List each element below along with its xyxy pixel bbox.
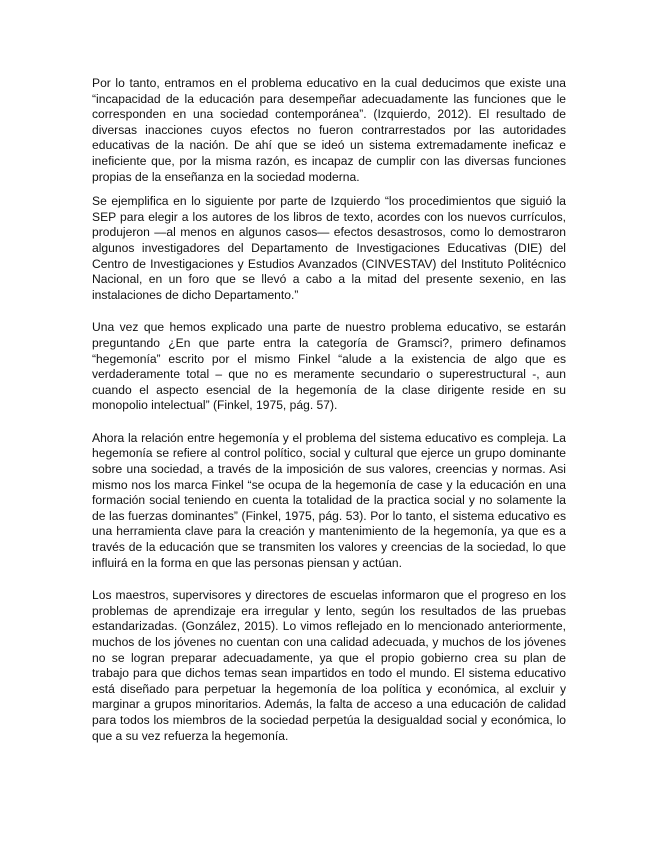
paragraph-4: Ahora la relación entre hegemonía y el problema del sistema educativo es compleja. La hegemonía se refiere al control político, social y cultural que ejerce un grupo dominante sobre una sociedad, a través de la imposición de sus valores, creencias y normas. Asi mismo nos los marca Finkel “se ocupa de la hegemonía de case y la educación en una formación social teniendo en cuenta la totalidad de la practica social y no solamente la de las fuerzas dominantes” (Finkel, 1975, pág. 53). Por lo tanto, el sistema educativo es una herramienta clave para la creación y mantenimiento de la hegemonía, ya que es a través de la educación que se transmiten los valores y creencias de la sociedad, lo que influirá en la forma en que las personas piensan y actúan. [92,430,566,570]
document-page [92,76,566,744]
paragraph-5: Los maestros, supervisores y directores de escuelas informaron que el progreso en los problemas de aprendizaje era irregular y lento, según los resultados de las pruebas estandarizadas. (González, 2015). Lo vimos reflejado en lo mencionado anteriormente, muchos de los jóvenes no cuentan con una calidad adecuada, y muchos de los jóvenes no se logran preparar adecuadamente, ya que el propio gobierno crea su plan de trabajo para que dichos temas sean impartidos en todo el mundo. El sistema educativo está diseñado para perpetuar la hegemonía de loa política y económica, al excluir y marginar a grupos minoritarios. Además, la falta de acceso a una educación de calidad para todos los miembros de la sociedad perpetúa la desigualdad social y económica, lo que a su vez refuerza la hegemonía. [92,588,566,743]
paragraph-1: Por lo tanto, entramos en el problema educativo en la cual deducimos que existe una “incapacidad de la educación para desempeñar adecuadamente las funciones que le corresponden en una sociedad contemporánea”. (Izquierdo, 2012). El resultado de diversas inacciones cuyos efectos no fueron contrarrestados por las autoridades educativas de la nación. De ahí que se ideó un sistema extremadamente ineficaz e ineficiente que, por la misma razón, es incapaz de cumplir con las diversas funciones propias de la enseñanza en la sociedad moderna. [92,76,566,184]
paragraph-2: Se ejemplifica en lo siguiente por parte de Izquierdo “los procedimientos que siguió la SEP para elegir a los autores de los libros de texto, acordes con los nuevos currículos, produjeron —al menos en algunos casos— efectos desastrosos, como lo demostraron algunos investigadores del Departamento de Investigaciones Educativas (DIE) del Centro de Investigaciones y Estudios Avanzados (CINVESTAV) del Instituto Politécnico Nacional, en un foro que se llevó a cabo a la mitad del presente sexenio, en las instalaciones de dicho Departamento.” [92,194,566,302]
paragraph-3: Una vez que hemos explicado una parte de nuestro problema educativo, se estarán preguntando ¿En que parte entra la categoría de Gramsci?, primero definamos “hegemonía” escrito por el mismo Finkel “alude a la existencia de algo que es verdaderamente total – que no es meramente secundario o superestructural -, aun cuando el aspecto esencial de la hegemonía de la clase dirigente reside en su monopolio intelectual” (Finkel, 1975, pág. 57). [92,320,566,413]
